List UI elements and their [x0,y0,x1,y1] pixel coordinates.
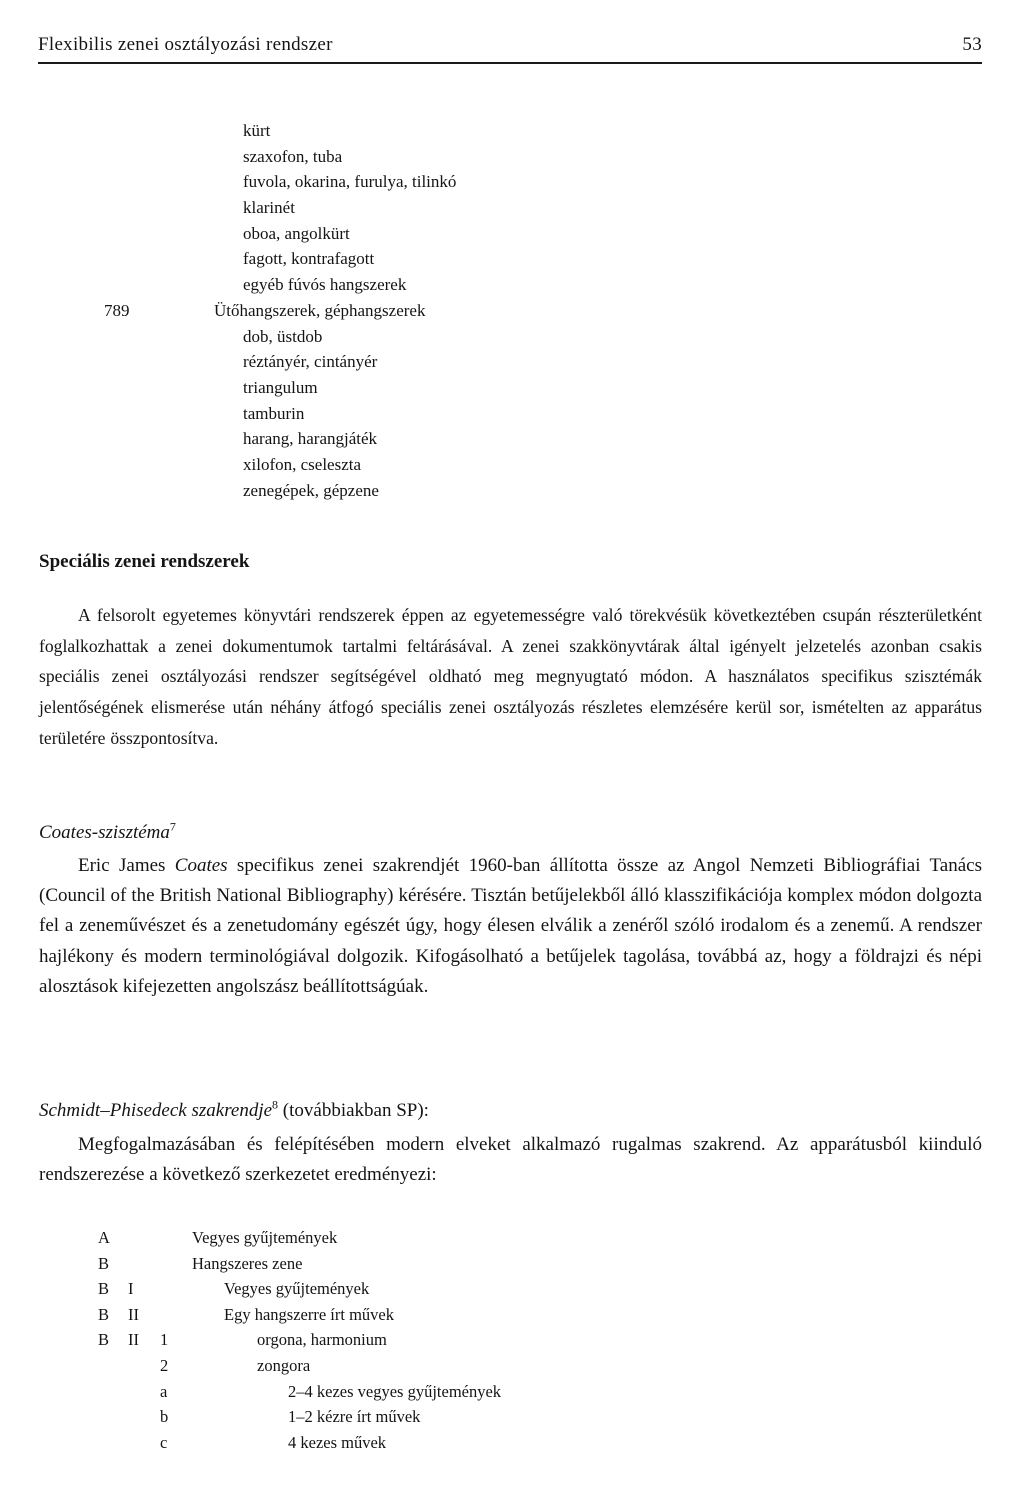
instrument-list-item [0,426,1024,452]
coates-paragraph [39,851,982,1002]
instrument-list-item [0,401,1024,427]
instrument-list-item [0,221,1024,247]
class-label: zenegépek, gépzene [243,480,379,500]
instrument-list-item [0,452,1024,478]
class-label: Ütőhangszerek, géphangszerek [214,300,426,320]
class-label: klarinét [243,198,295,218]
sp-scheme-list [0,1225,1024,1455]
sp-scheme-row [0,1379,1024,1405]
sp-scheme-row [0,1251,1024,1277]
coates-text-after: specifikus zenei szakrendjét 1960-ban állította össze az Angol Nemzeti Bibliográfiai Tanács (Council of the British National Bibliography) kérésére. Tisztán betűjelekből álló klasszifikációja komplex módon dolgozta fel a zeneművészet és a zenetudomány egészét úgy, hogy élesen elválik a zenéről szóló irodalom és a zenemű. A rendszer hajlékony és modern terminológiával dolgozik. Kifogásolható a betűjelek tagolása, továbbá az, hogy a földrajzi és népi alosztások kifejezetten angolszász beállítottságúak. [39,855,982,997]
sp-code-c1: B [98,1304,110,1324]
coates-heading-text: Coates-szisztéma [39,822,170,843]
sp-code-c3: 1 [160,1330,169,1350]
class-label: szaxofon, tuba [243,146,343,166]
class-label: egyéb fúvós hangszerek [243,275,407,295]
class-label: harang, harangjáték [243,429,378,449]
sp-code-c3: b [160,1407,169,1427]
sp-code-c1: A [98,1228,110,1247]
sp-scheme-row [0,1404,1024,1430]
sp-code-c2: II [128,1304,139,1324]
sp-paragraph: Megfogalmazásában és felépítésében modern elveket alkalmazó rugalmas szakrend. Az apparátusból kiinduló rendszerezése a következő szerkezetet eredményezi: [39,1134,982,1185]
sp-code-c2: II [128,1330,139,1350]
footnote-ref-8: 8 [272,1097,279,1112]
sp-scheme-row [0,1225,1024,1251]
sp-scheme-row [0,1276,1024,1302]
coates-text-before: Eric James [78,855,175,876]
running-header [38,34,982,64]
section-heading: Speciális zenei rendszerek [39,551,250,572]
footnote-ref-7: 7 [169,819,176,834]
instrument-list-item [0,195,1024,221]
sp-scheme-row [0,1327,1024,1353]
instrument-list-item [0,246,1024,272]
sp-code-c2: I [128,1279,134,1299]
instrument-list-item [0,169,1024,195]
instrument-list-item [0,349,1024,375]
sp-code-c1: B [98,1279,110,1299]
sp-label: 1–2 kézre írt művek [288,1407,421,1427]
sp-code-c3: 2 [160,1355,169,1375]
intro-paragraph: A felsorolt egyetemes könyvtári rendszerek éppen az egyetemességre való törekvésük következtében csupán részterületként foglalkozhattak a zenei dokumentumok tartalmi feltárásával. A zenei szakkönyvtárak által igényelt jelzetelés azonban csakis speciális zenei osztályozási rendszer segítségével oldható meg megnyugtató módon. A használatos specifikus szisztémák jelentőségének elismerése után néhány átfogó speciális zenei osztályozás részletes elemzésére kerül sor, ismételten az apparátus területére összpontosítva. [39,605,982,748]
sp-scheme-row [0,1430,1024,1456]
instrument-list-item [0,272,1024,298]
instrument-class-list [0,118,1024,503]
sp-code-c1: B [98,1253,110,1273]
instrument-list-item [0,478,1024,504]
class-label: fuvola, okarina, furulya, tilinkó [243,172,457,192]
sp-heading [39,1097,429,1122]
sp-code-c1: B [98,1330,110,1350]
sp-scheme-row [0,1302,1024,1328]
instrument-list-item [0,298,1024,324]
instrument-list-item [0,118,1024,144]
page-number: 53 [962,34,982,55]
instrument-list-item [0,144,1024,170]
sp-scheme-row [0,1353,1024,1379]
class-code: 789 [104,300,130,320]
sp-heading-text: Schmidt–Phisedeck szakrendje [39,1100,273,1121]
class-label: dob, üstdob [243,326,323,346]
sp-label: Egy hangszerre írt művek [224,1304,394,1324]
sp-label: Vegyes gyűjtemények [224,1279,370,1299]
sp-code-c3: a [160,1381,168,1401]
sp-label: 2–4 kezes vegyes gyűjtemények [288,1381,502,1401]
sp-code-c3: c [160,1432,168,1452]
instrument-list-item [0,324,1024,350]
instrument-list-item [0,375,1024,401]
sp-label: 4 kezes művek [288,1432,387,1452]
sp-heading-suffix: (továbbiakban SP): [278,1100,429,1121]
class-label: fagott, kontrafagott [243,249,375,269]
coates-heading [39,819,176,844]
class-label: oboa, angolkürt [243,223,350,243]
sp-label: Vegyes gyűjtemények [192,1228,338,1247]
coates-name-italic: Coates [174,855,228,876]
class-label: triangulum [243,377,318,397]
class-label: xilofon, cseleszta [243,454,362,474]
class-label: réztányér, cintányér [243,352,378,372]
sp-label: orgona, harmonium [257,1330,387,1350]
sp-label: Hangszeres zene [192,1253,303,1273]
sp-label: zongora [257,1355,311,1375]
running-header-title: Flexibilis zenei osztályozási rendszer [38,34,333,55]
class-label: tamburin [243,403,305,423]
class-label: kürt [243,121,271,140]
